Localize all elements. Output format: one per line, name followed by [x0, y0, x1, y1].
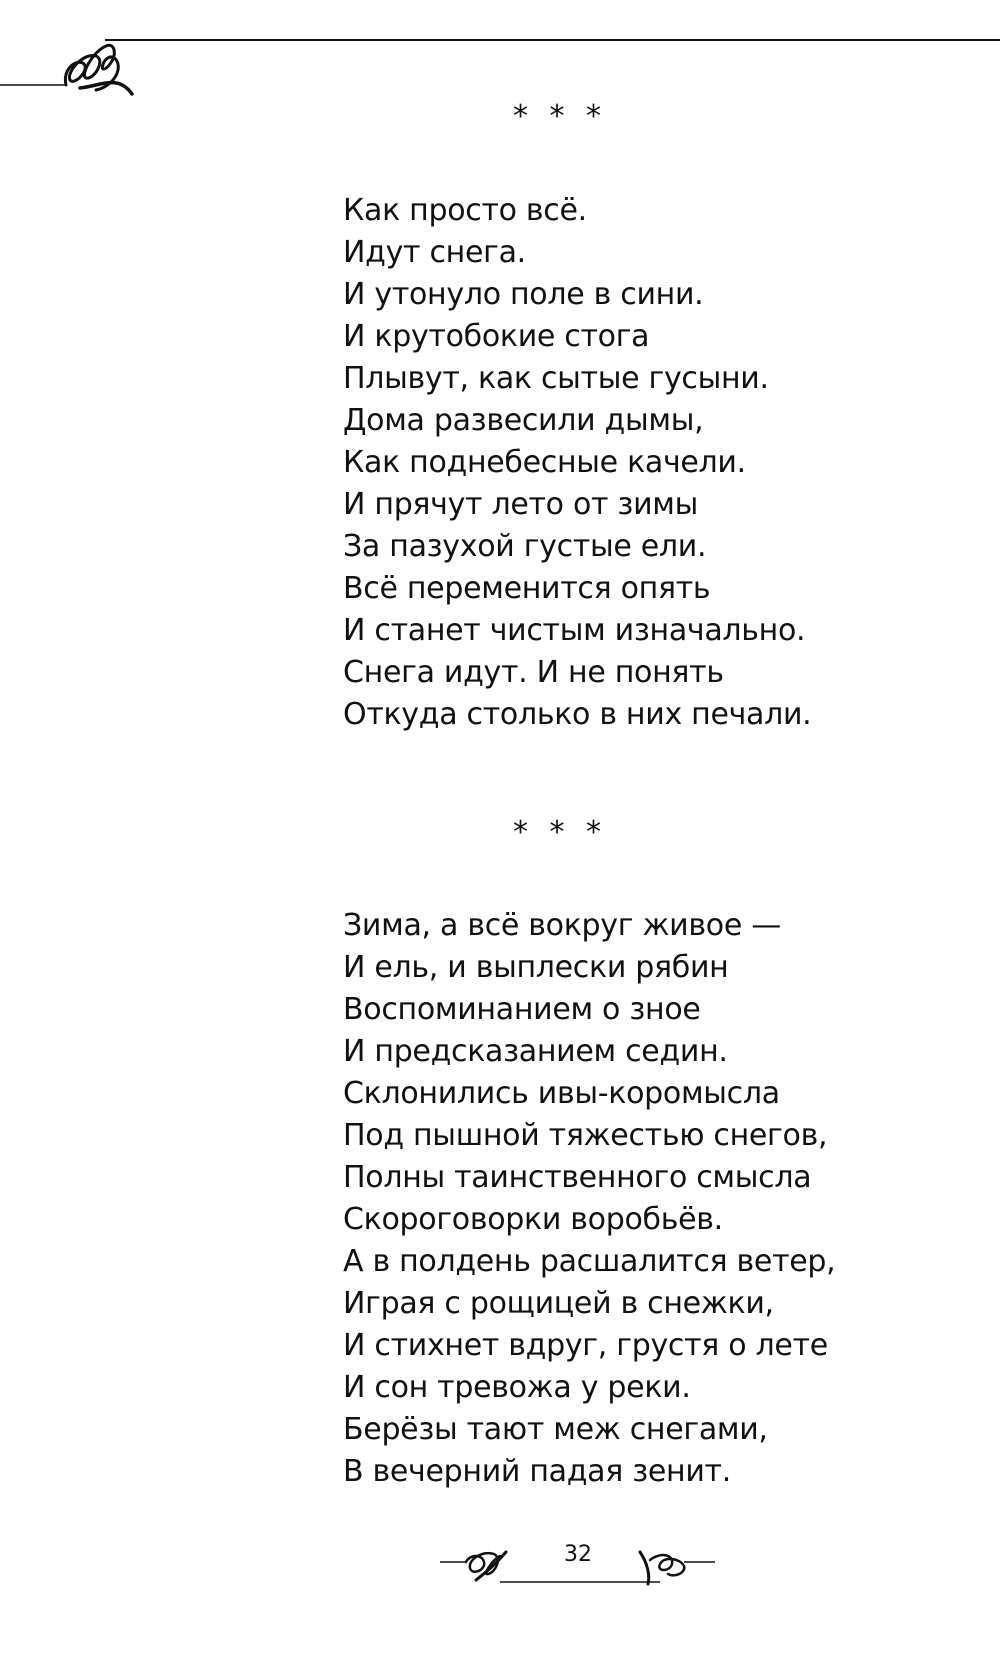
footer-right-flourish-icon	[640, 1552, 715, 1584]
poem-line: Идут снега.	[343, 235, 526, 270]
poem-line: И сон тревожа у реки.	[343, 1370, 691, 1405]
poem-line: Как просто всё.	[343, 193, 587, 228]
poem-separator: * * *	[512, 815, 608, 850]
poem-line: Играя с рощицей в снежки,	[343, 1286, 774, 1321]
poem-line: Зима, а всё вокруг живое —	[343, 908, 781, 943]
poem-line: За пазухой густые ели.	[343, 529, 707, 564]
poem-line: Откуда столько в них печали.	[343, 697, 812, 732]
poem-line: И станет чистым изначально.	[343, 613, 806, 648]
poem-line: Воспоминанием о зное	[343, 992, 701, 1027]
poem-separator: * * *	[512, 99, 608, 134]
poem-line: И крутобокие стога	[343, 319, 650, 354]
poem-line: И стихнет вдруг, грустя о лете	[343, 1328, 828, 1363]
poem-line: Скороговорки воробьёв.	[343, 1202, 723, 1237]
poem-second	[343, 905, 835, 1493]
poem-first	[343, 190, 811, 736]
poem-line: Как поднебесные качели.	[343, 445, 746, 480]
poem-line: Дома развесили дымы,	[343, 403, 704, 438]
poem-line: И ель, и выплески рябин	[343, 950, 729, 985]
poem-line: А в полдень расшалится ветер,	[343, 1244, 836, 1279]
poem-line: И утонуло поле в сини.	[343, 277, 704, 312]
poem-line: Плывут, как сытые гусыни.	[343, 361, 769, 396]
poem-line: И предсказанием седин.	[343, 1034, 728, 1069]
poem-line: Всё переменится опять	[343, 571, 711, 606]
poem-line: Снега идут. И не понять	[343, 655, 724, 690]
footer-ornament	[0, 1540, 1000, 1600]
poem-line: В вечерний падая зенит.	[343, 1454, 731, 1489]
poem-line: Под пышной тяжестью снегов,	[343, 1118, 828, 1153]
header-flourish-icon	[0, 28, 1000, 108]
poem-line: И прячут лето от зимы	[343, 487, 699, 522]
poem-line: Берёзы тают меж снегами,	[343, 1412, 768, 1447]
page-number: 32	[564, 1542, 592, 1567]
poem-line: Полны таинственного смысла	[343, 1160, 812, 1195]
poem-line: Склонились ивы-коромысла	[343, 1076, 780, 1111]
